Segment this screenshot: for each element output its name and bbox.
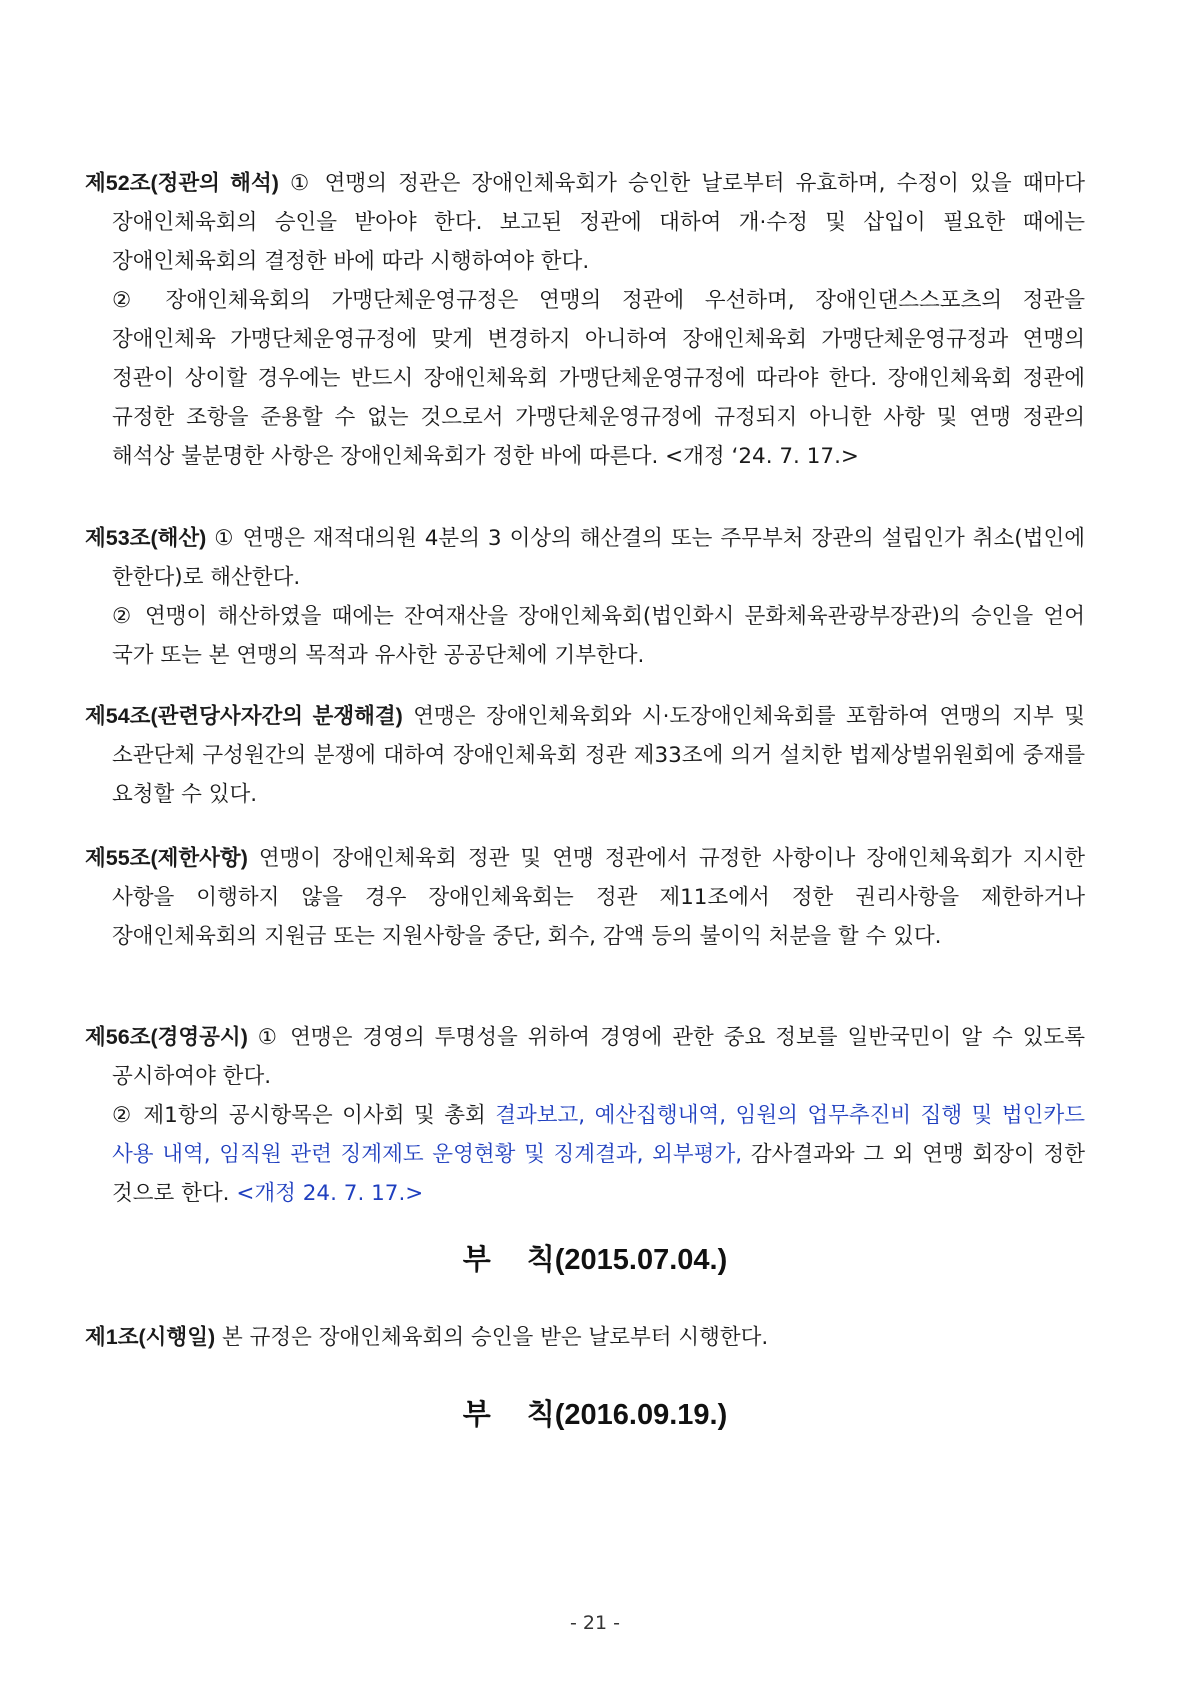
supplementary-article-1-text: 본 규정은 장애인체육회의 승인을 받은 날로부터 시행한다. <box>215 1325 769 1350</box>
supplementary-heading-2016-word1: 부 <box>462 1399 491 1431</box>
article-56 <box>85 1018 1085 1213</box>
supplementary-heading-2016 <box>0 1395 1190 1435</box>
article-56-text-2-end: 감사결과와 그 외 연맹 회장이 정한 것으로 한다. <box>112 1142 1085 1206</box>
article-53-paragraph-2: ② 연맹이 해산하였을 때에는 잔여재산을 장애인체육회(법인화시 문화체육관광부장관)의 승인을 얻어 국가 또는 본 연맹의 목적과 유사한 공공단체에 기부한다. <box>112 604 1085 668</box>
article-55-text-1: 연맹이 장애인체육회 정관 및 연맹 정관에서 규정한 사항이나 장애인체육회가 지시한 사항을 이행하지 않을 경우 장애인체육회는 정관 제11조에서 정한 권리사항을 제한하거나 장애인체육회의 지원금 또는 지원사항을 중단, 회수, 감액 등의 불이익 처분을 할 수 있다. <box>112 846 1085 949</box>
article-52-paragraph-2: ② 장애인체육회의 가맹단체운영규정은 연맹의 정관에 우선하며, 장애인댄스스포츠의 정관을 장애인체육 가맹단체운영규정에 맞게 변경하지 아니하여 장애인체육회 가맹단체운영규정과 연맹의 정관이 상이할 경우에는 반드시 장애인체육회 가맹단체운영규정에 따라야 한다. 장애인체육회 정관에 규정한 조항을 준용할 수 없는 것으로서 가맹단체운영규정에 규정되지 아니한 사항 및 연맹 정관의 해석상 불분명한 사항은 장애인체육회가 정한 바에 따른다. <개정 ‘24. 7. 17.> <box>112 288 1085 469</box>
article-56-text-2-start: ② 제1항의 공시항목은 이사회 및 총회 <box>112 1103 496 1128</box>
article-53 <box>85 519 1085 675</box>
supplementary-heading-2015 <box>0 1240 1190 1280</box>
supplementary-heading-2016-word2: 칙(2016.09.19.) <box>526 1399 728 1431</box>
article-55-title: 제55조(제한사항) <box>85 846 248 870</box>
article-56-text-2-amended: 결과보고, 예산집행내역, 임원의 업무추진비 집행 및 법인카드 사용 내역, 임직원 관련 징계제도 운영현황 및 징계결과, 외부평가, <box>112 1103 1085 1167</box>
article-56-paragraph-2 <box>85 1096 1085 1213</box>
article-56-paragraph-1 <box>85 1018 1085 1096</box>
supplementary-article-1 <box>85 1318 1085 1357</box>
article-54-text-1: 연맹은 장애인체육회와 시·도장애인체육회를 포함하여 연맹의 지부 및 소관단체 구성원간의 분쟁에 대하여 장애인체육회 정관 제33조에 의거 설치한 법제상벌위원회에 중재를 요청할 수 있다. <box>112 704 1085 807</box>
article-54-title: 제54조(관련당사자간의 분쟁해결) <box>85 704 403 728</box>
article-56-amendment-note: <개정 24. 7. 17.> <box>236 1181 424 1206</box>
article-52-title: 제52조(정관의 해석) <box>85 171 279 195</box>
article-56-title: 제56조(경영공시) <box>85 1025 248 1049</box>
article-52 <box>85 164 1085 476</box>
article-52-paragraph-1 <box>85 164 1085 281</box>
article-54 <box>85 697 1085 814</box>
article-53-title: 제53조(해산) <box>85 526 207 550</box>
page-number: - 21 - <box>570 1612 620 1634</box>
article-53-paragraph-1 <box>85 519 1085 597</box>
article-55-paragraph-1 <box>85 839 1085 956</box>
article-52-text-1: ① 연맹의 정관은 장애인체육회가 승인한 날로부터 유효하며, 수정이 있을 때마다 장애인체육회의 승인을 받아야 한다. 보고된 정관에 대하여 개·수정 및 삽입이 필요한 때에는 장애인체육회의 결정한 바에 따라 시행하여야 한다. <box>112 171 1086 274</box>
article-54-paragraph-1 <box>85 697 1085 814</box>
article-56-text-1: ① 연맹은 경영의 투명성을 위하여 경영에 관한 중요 정보를 일반국민이 알 수 있도록 공시하여야 한다. <box>112 1025 1085 1089</box>
supplementary-article-1-title: 제1조(시행일) <box>85 1325 216 1349</box>
supplementary-heading-2015-word1: 부 <box>462 1244 491 1276</box>
supplementary-article-1-paragraph <box>85 1318 1085 1357</box>
supplementary-heading-2015-word2: 칙(2015.07.04.) <box>526 1244 728 1276</box>
article-53-text-1: ① 연맹은 재적대의원 4분의 3 이상의 해산결의 또는 주무부처 장관의 설립인가 취소(법인에 한한다)로 해산한다. <box>112 526 1085 590</box>
article-55 <box>85 839 1085 956</box>
